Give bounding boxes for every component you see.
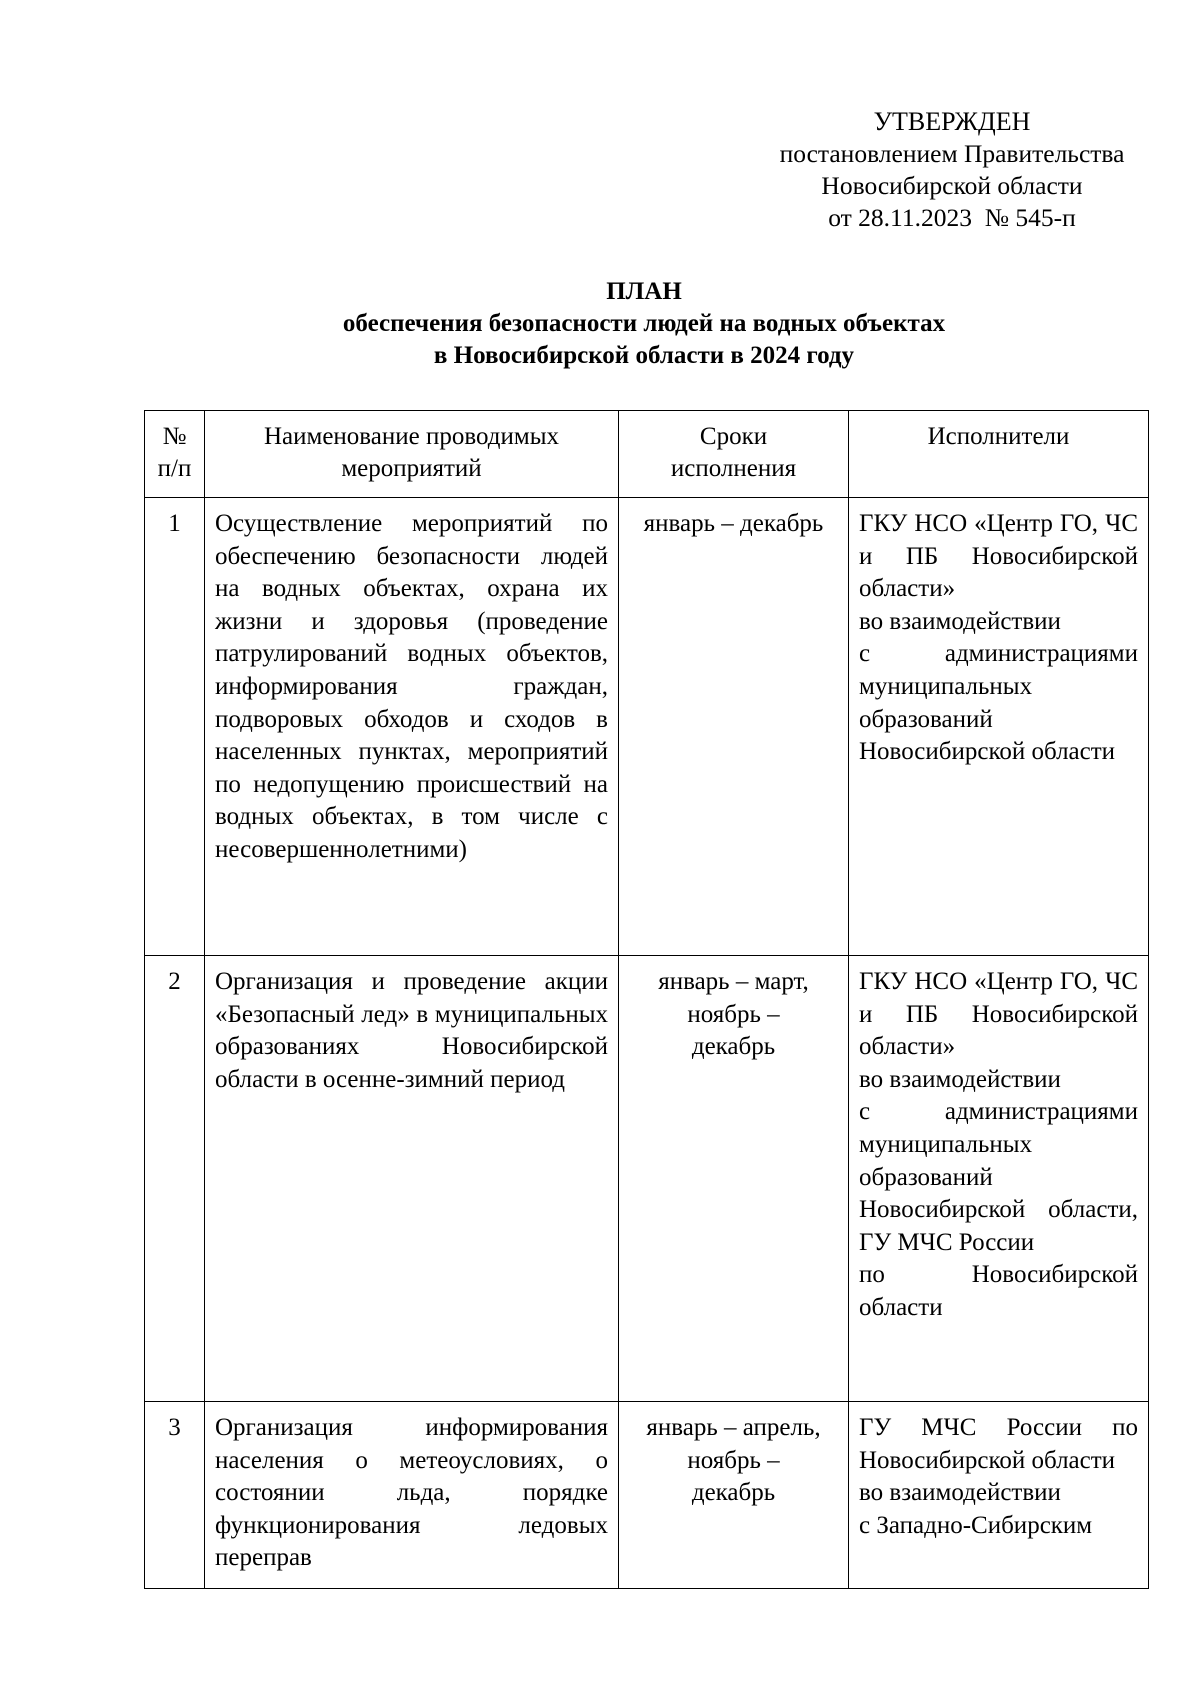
row-activity: Осуществление мероприятий по обеспечению безопасности людей на водных объектах, охрана их жизни и здоровья (проведение патрулирований водных объектов, информирования граждан, подворовых обходов и сходов в населенных пунктах, мероприятий по недопущению происшествий на водных объектах, в том числе с несовершеннолетними): [205, 498, 619, 956]
header-period: Сроки исполнения: [619, 411, 849, 498]
approval-date-number: от 28.11.2023 № 545-п: [828, 203, 1076, 232]
approval-decree: постановлением Правительства: [779, 139, 1125, 168]
row-number: 2: [145, 956, 205, 1402]
title-region-year: в Новосибирской области в 2024 году: [433, 342, 855, 369]
title-subject: обеспечения безопасности людей на водных объектах: [342, 310, 946, 337]
approval-stamp: [740, 106, 1164, 234]
row-number: 3: [145, 1402, 205, 1589]
row-activity: Организация информирования населения о метеоусловиях, о состоянии льда, порядке функционирования ледовых переправ: [205, 1402, 619, 1589]
row-period: январь – апрель, ноябрь – декабрь: [619, 1402, 849, 1589]
plan-table: [144, 410, 1149, 1589]
row-activity: Организация и проведение акции «Безопасный лед» в муниципальных образованиях Новосибирской области в осенне-зимний период: [205, 956, 619, 1402]
row-executors: ГКУ НСО «Центр ГО, ЧС и ПБ Новосибирской области» во взаимодействии с администрациями муниципальных образований Новосибирской области, ГУ МЧС России по Новосибирской области: [849, 956, 1149, 1402]
document-title: [144, 276, 1144, 372]
row-number: 1: [145, 498, 205, 956]
table-row: [145, 1402, 1149, 1589]
row-executors: ГУ МЧС России по Новосибирской области во взаимодействии с Западно-Сибирским: [849, 1402, 1149, 1589]
approval-heading: УТВЕРЖДЕН: [873, 107, 1031, 136]
row-period: январь – март, ноябрь – декабрь: [619, 956, 849, 1402]
table-row: [145, 498, 1149, 956]
row-period: январь – декабрь: [619, 498, 849, 956]
header-activity-name: Наименование проводимых мероприятий: [205, 411, 619, 498]
row-executors: ГКУ НСО «Центр ГО, ЧС и ПБ Новосибирской области» во взаимодействии с администрациями муниципальных образований Новосибирской области: [849, 498, 1149, 956]
title-plan: ПЛАН: [606, 278, 682, 305]
table-header-row: [145, 411, 1149, 498]
table-row: [145, 956, 1149, 1402]
header-number: № п/п: [145, 411, 205, 498]
header-executors: Исполнители: [849, 411, 1149, 498]
approval-region: Новосибирской области: [821, 171, 1083, 200]
